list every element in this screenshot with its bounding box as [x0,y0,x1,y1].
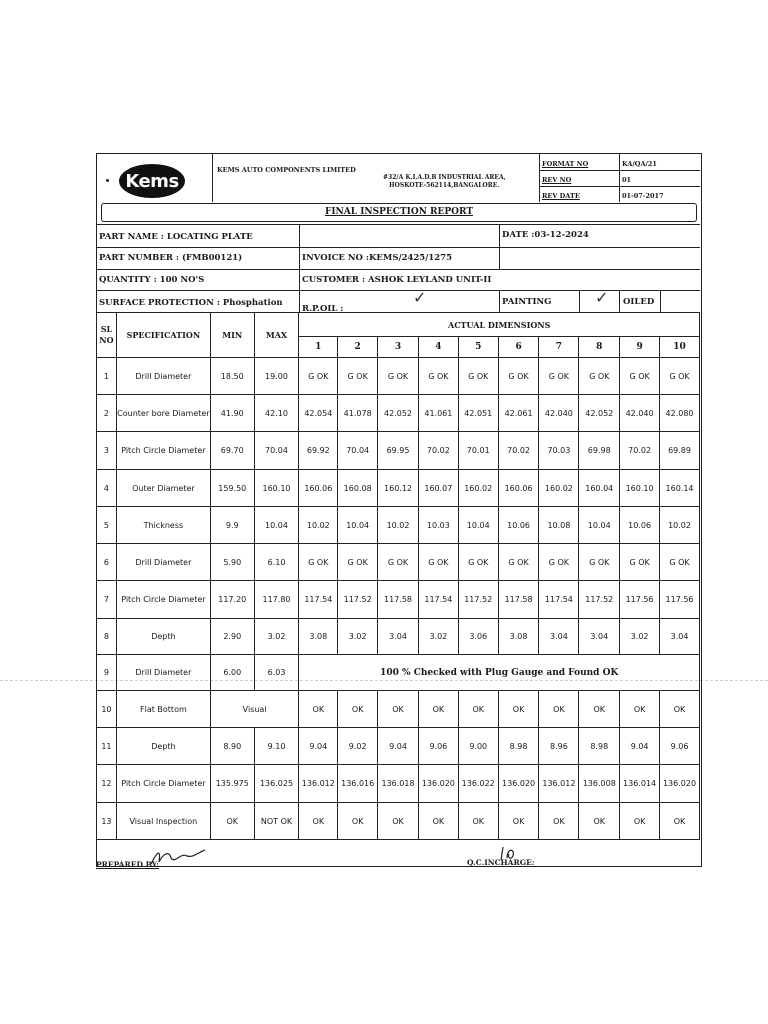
row-value-3: 10.02 [378,507,419,544]
row-value-7: 42.040 [539,395,579,432]
row-value-4: 136.020 [418,765,458,803]
row-value-10: OK [660,803,700,840]
row-sl-no: 1 [97,358,117,395]
row-value-7: 10.08 [539,507,579,544]
column-number-8: 8 [579,337,620,358]
row-value-4: 3.02 [418,619,458,655]
row-value-7: 136.012 [539,765,579,803]
row-sl-no: 12 [97,765,117,803]
row-value-1: 42.054 [299,395,338,432]
row-value-10: 69.89 [660,432,700,470]
row-value-3: 69.95 [378,432,419,470]
row-specification: Drill Diameter [116,544,210,581]
row-value-8: 69.98 [579,432,620,470]
customer: CUSTOMER : ASHOK LEYLAND UNIT-II [302,275,492,285]
row-min: 41.90 [210,395,254,432]
row-value-2: 41.078 [338,395,378,432]
table-row [97,619,700,655]
company-address-1: #32/A K.I.A.D.B INDUSTRIAL AREA, [383,174,506,181]
qc-incharge-label: Q.C.INCHARGE: [467,858,535,867]
row-min: 6.00 [210,655,254,691]
report-title [101,203,697,222]
row-value-8: 160.04 [579,470,620,507]
row-value-8: 10.04 [579,507,620,544]
row-value-2: 70.04 [338,432,378,470]
row-value-5: 70.01 [458,432,498,470]
row-value-3: 9.04 [378,728,419,765]
row-value-9: 70.02 [620,432,660,470]
row-sl-no: 11 [97,728,117,765]
row-value-8: OK [579,691,620,728]
row-value-7: 8.96 [539,728,579,765]
row-specification: Visual Inspection [116,803,210,840]
row-value-7: 70.03 [539,432,579,470]
header-specification: SPECIFICATION [116,313,210,358]
row-value-9: G OK [620,358,660,395]
header-min: MIN [210,313,254,358]
row-value-2: 136.016 [338,765,378,803]
row-max: 3.02 [254,619,299,655]
row-value-3: G OK [378,544,419,581]
row-value-10: 42.080 [660,395,700,432]
invoice-number: INVOICE NO :KEMS/2425/1275 [302,253,452,263]
column-number-2: 2 [338,337,378,358]
row-value-10: 160.14 [660,470,700,507]
company-name: KEMS AUTO COMPONENTS LIMITED [217,166,356,174]
row-value-3: 117.58 [378,581,419,619]
row-value-8: 3.04 [579,619,620,655]
column-number-6: 6 [498,337,539,358]
row-value-6: 42.061 [498,395,539,432]
rev-date-value: 01-07-2017 [622,192,664,200]
row-max: 70.04 [254,432,299,470]
column-number-1: 1 [299,337,338,358]
row-value-6: 8.98 [498,728,539,765]
row-min: 18.50 [210,358,254,395]
header-sl-no: SL NO [97,313,117,358]
table-row [97,581,700,619]
row-specification: Outer Diameter [116,470,210,507]
row-sl-no: 5 [97,507,117,544]
row-value-6: G OK [498,358,539,395]
column-number-3: 3 [378,337,419,358]
row-value-7: 3.04 [539,619,579,655]
row-value-5: 9.00 [458,728,498,765]
row-sl-no: 13 [97,803,117,840]
row-value-4: 160.07 [418,470,458,507]
row-value-2: OK [338,803,378,840]
row-value-5: G OK [458,358,498,395]
row-value-1: G OK [299,358,338,395]
row-value-5: 160.02 [458,470,498,507]
table-row [97,358,700,395]
row-value-5: G OK [458,544,498,581]
row-value-1: 10.02 [299,507,338,544]
row-value-6: OK [498,803,539,840]
table-row [97,803,700,840]
row-value-3: G OK [378,358,419,395]
quantity: QUANTITY : 100 NO'S [99,275,205,285]
row-value-6: 136.020 [498,765,539,803]
table-row [97,432,700,470]
format-no-value: KA/QA/21 [622,160,657,168]
row-specification: Thickness [116,507,210,544]
row-value-10: 10.02 [660,507,700,544]
row-value-9: 10.06 [620,507,660,544]
row-value-2: 160.08 [338,470,378,507]
painting-check-icon: ✓ [595,288,609,307]
kems-logo [119,164,185,198]
measurement-table [96,312,700,840]
row-sl-no: 4 [97,470,117,507]
row-value-5: 136.022 [458,765,498,803]
row-max: 42.10 [254,395,299,432]
row-value-1: 3.08 [299,619,338,655]
row-value-3: 160.12 [378,470,419,507]
row-value-7: G OK [539,544,579,581]
row-max: 9.10 [254,728,299,765]
row-specification: Drill Diameter [116,655,210,691]
table-row [97,765,700,803]
row-value-4: 10.03 [418,507,458,544]
inspection-report-sheet [96,153,702,867]
row-max: 19.00 [254,358,299,395]
row-max: NOT OK [254,803,299,840]
row-sl-no: 9 [97,655,117,691]
row-value-2: OK [338,691,378,728]
row-sl-no: 2 [97,395,117,432]
row-value-9: OK [620,803,660,840]
row-value-10: OK [660,691,700,728]
row-min: OK [210,803,254,840]
report-date: DATE :03-12-2024 [502,230,589,240]
row-value-3: 136.018 [378,765,419,803]
rp-oil-check-icon: ✓ [413,288,427,307]
table-row [97,655,700,691]
row-value-9: OK [620,691,660,728]
row-value-7: OK [539,803,579,840]
row-max: 6.10 [254,544,299,581]
prepared-by-label: PREPARED BY: [96,860,159,869]
painting-label: PAINTING [502,297,552,307]
column-number-7: 7 [539,337,579,358]
row-value-1: OK [299,803,338,840]
row-value-10: 136.020 [660,765,700,803]
row-value-8: 42.052 [579,395,620,432]
row-value-6: OK [498,691,539,728]
column-number-5: 5 [458,337,498,358]
oiled-label: OILED [623,297,655,307]
row-value-5: 117.52 [458,581,498,619]
column-number-4: 4 [418,337,458,358]
row-value-6: 160.06 [498,470,539,507]
row-value-4: 41.061 [418,395,458,432]
row-max: 10.04 [254,507,299,544]
company-address-2: HOSKOTE-562114,BANGALORE. [389,182,500,189]
row-value-6: 117.58 [498,581,539,619]
row-value-4: OK [418,691,458,728]
row-min: 5.90 [210,544,254,581]
row-value-5: 42.051 [458,395,498,432]
row-sl-no: 3 [97,432,117,470]
column-number-10: 10 [660,337,700,358]
row-value-3: 3.04 [378,619,419,655]
row-max: 136.025 [254,765,299,803]
row-value-1: 9.04 [299,728,338,765]
row-value-8: G OK [579,358,620,395]
row-value-10: 117.56 [660,581,700,619]
row-value-9: 9.04 [620,728,660,765]
row-value-2: G OK [338,544,378,581]
row-value-2: 3.02 [338,619,378,655]
row-value-8: 8.98 [579,728,620,765]
row-specification: Pitch Circle Diameter [116,765,210,803]
rev-date-label: REV DATE [542,192,580,200]
row-value-1: G OK [299,544,338,581]
row-value-5: OK [458,803,498,840]
row-value-1: OK [299,691,338,728]
table-row [97,728,700,765]
part-name: PART NAME : LOCATING PLATE [99,232,253,242]
row-value-1: 160.06 [299,470,338,507]
row-min: 2.90 [210,619,254,655]
row-value-10: 3.04 [660,619,700,655]
row-sl-no: 8 [97,619,117,655]
row-value-7: 160.02 [539,470,579,507]
row-max: 160.10 [254,470,299,507]
row-min-max: Visual [210,691,299,728]
row-min: 9.9 [210,507,254,544]
row-value-9: 3.02 [620,619,660,655]
row-value-2: 117.52 [338,581,378,619]
row-value-8: 117.52 [579,581,620,619]
rev-no-value: 01 [622,176,632,184]
rev-no-label: REV NO [542,176,572,184]
qc-signature [497,844,521,864]
row-merged-note: 100 % Checked with Plug Gauge and Found OK [299,655,700,691]
row-value-9: 136.014 [620,765,660,803]
row-value-5: 3.06 [458,619,498,655]
row-value-9: 117.56 [620,581,660,619]
row-value-7: G OK [539,358,579,395]
row-max: 6.03 [254,655,299,691]
column-number-9: 9 [620,337,660,358]
row-specification: Flat Bottom [116,691,210,728]
row-value-6: G OK [498,544,539,581]
row-min: 135.975 [210,765,254,803]
surface-protection: SURFACE PROTECTION : Phosphation [99,298,283,308]
prepared-by-signature [147,844,207,870]
row-value-3: 42.052 [378,395,419,432]
header-max: MAX [254,313,299,358]
row-min: 8.90 [210,728,254,765]
table-row [97,470,700,507]
header-actual-dimensions: ACTUAL DIMENSIONS [299,313,700,337]
format-no-label: FORMAT NO [542,160,589,168]
row-value-8: G OK [579,544,620,581]
table-row [97,544,700,581]
row-value-4: G OK [418,544,458,581]
row-value-10: G OK [660,358,700,395]
row-value-4: 9.06 [418,728,458,765]
row-value-2: G OK [338,358,378,395]
row-value-8: 136.008 [579,765,620,803]
row-value-2: 9.02 [338,728,378,765]
row-value-6: 3.08 [498,619,539,655]
report-title-text: FINAL INSPECTION REPORT [324,207,474,217]
row-specification: Counter bore Diameter [116,395,210,432]
part-number: PART NUMBER : (FMB00121) [99,253,243,263]
table-header-row [97,313,700,337]
row-value-9: 160.10 [620,470,660,507]
row-value-1: 117.54 [299,581,338,619]
row-sl-no: 6 [97,544,117,581]
row-min: 159.50 [210,470,254,507]
row-value-5: 10.04 [458,507,498,544]
row-value-6: 70.02 [498,432,539,470]
rp-oil-label: R.P.OIL : [302,304,344,314]
row-value-8: OK [579,803,620,840]
row-sl-no: 7 [97,581,117,619]
row-value-10: G OK [660,544,700,581]
table-row [97,395,700,432]
row-specification: Pitch Circle Diameter [116,432,210,470]
row-value-9: G OK [620,544,660,581]
table-row [97,691,700,728]
bullet-dot [106,179,109,182]
row-value-4: G OK [418,358,458,395]
row-specification: Depth [116,728,210,765]
row-value-4: 117.54 [418,581,458,619]
row-value-1: 69.92 [299,432,338,470]
row-value-5: OK [458,691,498,728]
row-value-2: 10.04 [338,507,378,544]
logo-text: Kems [125,170,179,192]
row-value-6: 10.06 [498,507,539,544]
row-specification: Depth [116,619,210,655]
row-value-3: OK [378,691,419,728]
row-min: 69.70 [210,432,254,470]
row-specification: Drill Diameter [116,358,210,395]
row-value-7: OK [539,691,579,728]
table-row [97,507,700,544]
row-value-9: 42.040 [620,395,660,432]
row-value-7: 117.54 [539,581,579,619]
row-value-3: OK [378,803,419,840]
row-value-4: OK [418,803,458,840]
row-specification: Pitch Circle Diameter [116,581,210,619]
row-sl-no: 10 [97,691,117,728]
row-min: 117.20 [210,581,254,619]
row-value-10: 9.06 [660,728,700,765]
report-header [97,154,700,202]
row-value-1: 136.012 [299,765,338,803]
row-value-4: 70.02 [418,432,458,470]
row-max: 117.80 [254,581,299,619]
